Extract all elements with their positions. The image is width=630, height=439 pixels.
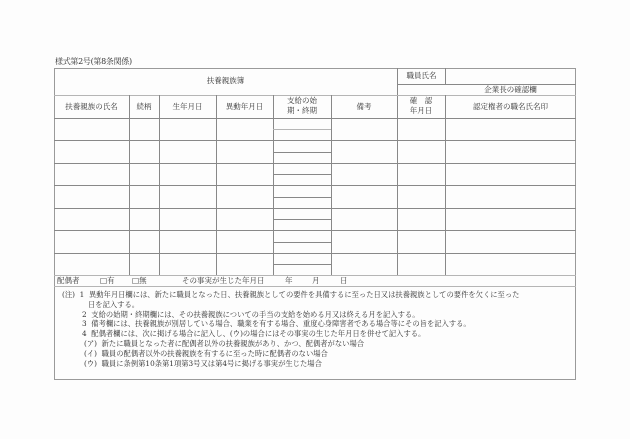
note-number: 4 bbox=[82, 329, 87, 339]
spouse-option-no-checkbox[interactable]: □無 bbox=[132, 276, 147, 285]
divider bbox=[273, 129, 331, 130]
col-header-relation: 続柄 bbox=[136, 102, 152, 111]
divider bbox=[273, 219, 331, 220]
col-header-remarks: 備考 bbox=[356, 102, 372, 111]
table-row[interactable] bbox=[54, 209, 576, 231]
divider bbox=[273, 152, 331, 153]
notes-section bbox=[62, 290, 519, 368]
note-number: 3 bbox=[82, 319, 87, 329]
note-text: 支給の始期・終期欄には、その扶養親族についての手当の支給を始める月又は終える月を記入する。 bbox=[91, 309, 420, 319]
note-number: 1 bbox=[79, 290, 85, 299]
fact-date-month[interactable]: 月 bbox=[312, 276, 320, 285]
subnote-text: 職員の配偶者以外の扶養親族を有するに至った時に配偶者のない場合 bbox=[101, 348, 328, 358]
col-header-birth: 生年月日 bbox=[172, 102, 203, 111]
note-text: 配偶者欄には、次に掲げる場合に記入し、(ウ)の場合にはその事実の生じた年月日を併せて記入する。 bbox=[91, 329, 426, 339]
col-header-approver: 認定権者の職名氏名印 bbox=[473, 102, 548, 111]
fact-date-year[interactable]: 年 bbox=[285, 276, 293, 285]
subnote-mark: (ウ) bbox=[84, 358, 97, 368]
spouse-option-yes-checkbox[interactable]: □有 bbox=[100, 276, 115, 285]
note-text: 備考欄には、扶養親族が別居している場合、職業を有する場合、重度心身障害者である場合等にその旨を記入する。 bbox=[91, 319, 471, 329]
note-text-continued: 日を記入する。 bbox=[88, 299, 140, 309]
subnote-text: 職員に条例第10条第1項第3号又は第4号に掲げる事実が生じた場合 bbox=[101, 358, 322, 368]
subnote-mark: (ア) bbox=[84, 338, 97, 348]
subnote-mark: (イ) bbox=[84, 348, 97, 358]
col-header-name: 扶養親族の氏名 bbox=[65, 102, 118, 111]
note-text: 異動年月日欄には、新たに職員となった日、扶養親族としての要件を具備するに至った日又は扶養親族としての要件を欠くに至った bbox=[88, 290, 520, 299]
spouse-label: 配偶者 bbox=[57, 276, 80, 285]
col-header-confirm-date-2: 年月日 bbox=[409, 106, 433, 115]
divider bbox=[273, 174, 331, 175]
divider bbox=[54, 286, 576, 287]
col-header-confirm-date-1: 確 認 bbox=[409, 96, 433, 105]
note-number: 2 bbox=[82, 309, 87, 319]
divider bbox=[273, 242, 331, 243]
divider bbox=[273, 264, 331, 265]
divider bbox=[273, 197, 331, 198]
fact-date-label: その事実が生じた年月日 bbox=[182, 276, 265, 285]
col-header-change-date: 異動年月日 bbox=[225, 102, 264, 111]
subnote-text: 新たに職員となった者に配偶者以外の扶養親族があり、かつ、配偶者がない場合 bbox=[101, 338, 365, 348]
table-row[interactable] bbox=[54, 164, 576, 186]
col-header-pay-period-2: 期・終期 bbox=[287, 106, 317, 115]
col-header-pay-period-1: 支給の始 bbox=[287, 96, 317, 105]
fact-date-day[interactable]: 日 bbox=[340, 276, 348, 285]
notes-prefix: (注) bbox=[62, 290, 75, 299]
confirmation-section-label: 企業長の確認欄 bbox=[484, 85, 537, 94]
employee-name-label: 職員氏名 bbox=[406, 71, 437, 80]
employee-name-field[interactable] bbox=[447, 69, 575, 83]
form-caption: 様式第2号(第8条関係) bbox=[55, 57, 132, 66]
form-title: 扶養親族簿 bbox=[206, 76, 245, 85]
divider bbox=[445, 68, 446, 84]
